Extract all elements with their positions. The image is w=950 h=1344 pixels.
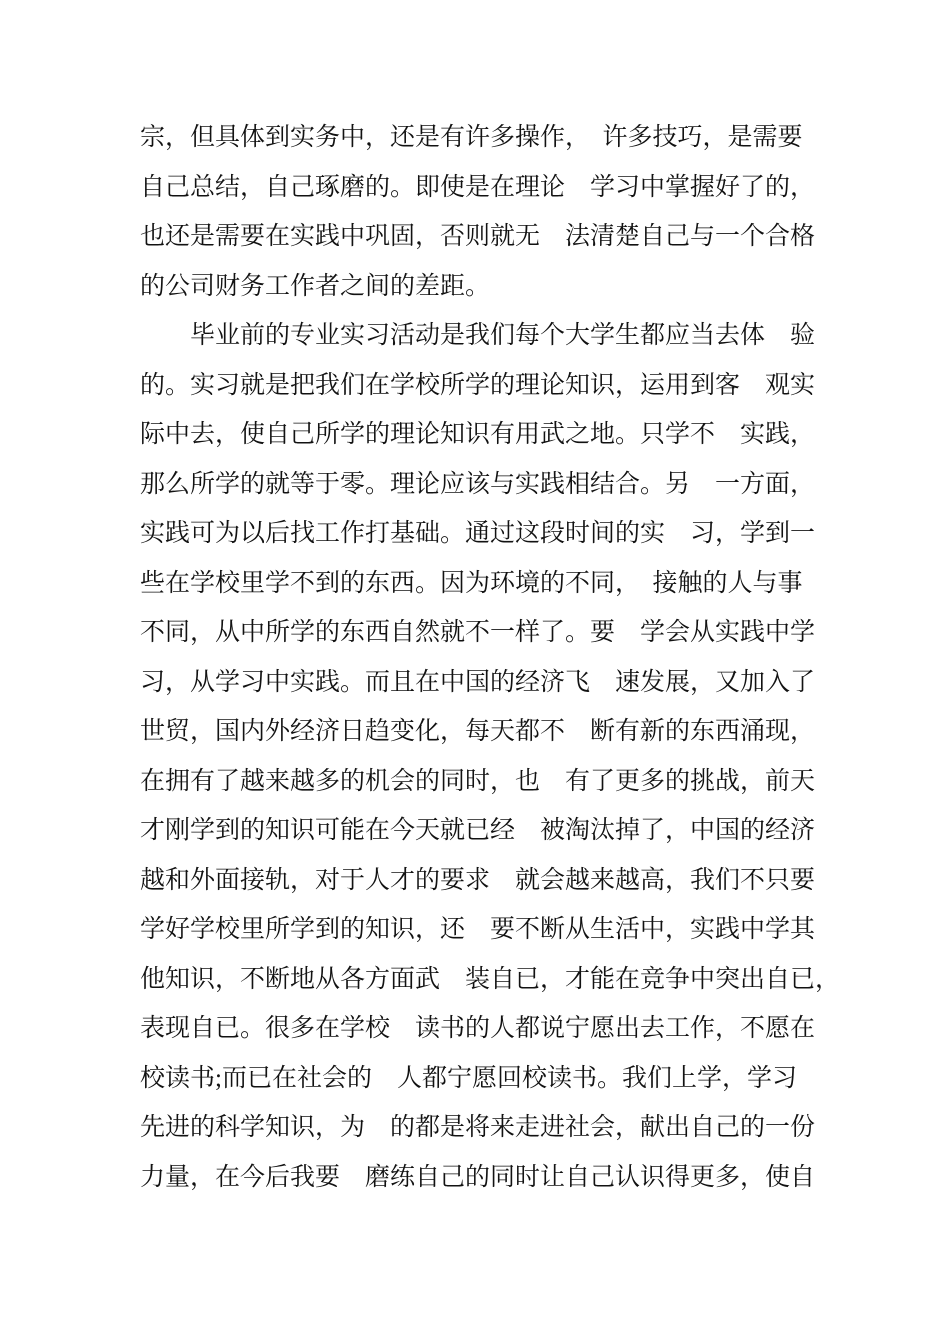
text-line: 也还是需要在实践中巩固，否则就无 法清楚自己与一个合格 [140,223,816,250]
text-line: 习，从学习中实践。而且在中国的经济飞 速发展，又加入了 [140,668,816,696]
text-line: 际中去，使自己所学的理论知识有用武之地。只学不 实践， [140,421,816,448]
text-line: 力量，在今后我要 磨练自己的同时让自己认识得更多，使自 [140,1163,816,1191]
text-line: 的公司财务工作者之间的差距。 [140,272,491,300]
document-text [140,113,850,1202]
text-line: 毕业前的专业实习活动是我们每个大学生都应当去体 验 [190,322,816,349]
text-line: 实践可为以后找工作打基础。通过这段时间的实 习，学到一 [140,520,816,547]
text-line: 的。实习就是把我们在学校所学的理论知识，运用到客 观实 [140,371,816,399]
text-line: 越和外面接轨，对于人才的要求 就会越来越高，我们不只要 [140,866,816,894]
text-line: 才刚学到的知识可能在今天就已经 被淘汰掉了，中国的经济 [140,817,816,844]
text-line: 自己总结，自己琢磨的。即使是在理论 学习中掌握好了的， [140,173,816,201]
text-line: 宗，但具体到实务中，还是有许多操作， 许多技巧，是需要 [140,124,803,151]
text-line: 表现自已。很多在学校 读书的人都说宁愿出去工作，不愿在 [140,1015,816,1042]
paragraph [140,311,850,1202]
text-line: 先进的科学知识，为 的都是将来走进社会，献出自己的一份 [140,1114,816,1141]
text-line: 那么所学的就等于零。理论应该与实践相结合。另 一方面， [140,470,816,498]
text-line: 些在学校里学不到的东西。因为环境的不同， 接触的人与事 [140,569,803,597]
text-line: 校读书;而已在社会的 人都宁愿回校读书。我们上学，学习 [140,1064,797,1092]
text-line: 他知识，不断地从各方面武 装自已，才能在竞争中突出自已， [140,965,841,993]
paragraph [140,113,850,311]
text-line: 世贸，国内外经济日趋变化，每天都不 断有新的东西涌现， [140,718,816,745]
text-line: 学好学校里所学到的知识，还 要不断从生活中，实践中学其 [140,916,816,943]
text-line: 在拥有了越来越多的机会的同时，也 有了更多的挑战，前天 [140,767,816,795]
text-line: 不同，从中所学的东西自然就不一样了。要 学会从实践中学 [140,619,816,646]
